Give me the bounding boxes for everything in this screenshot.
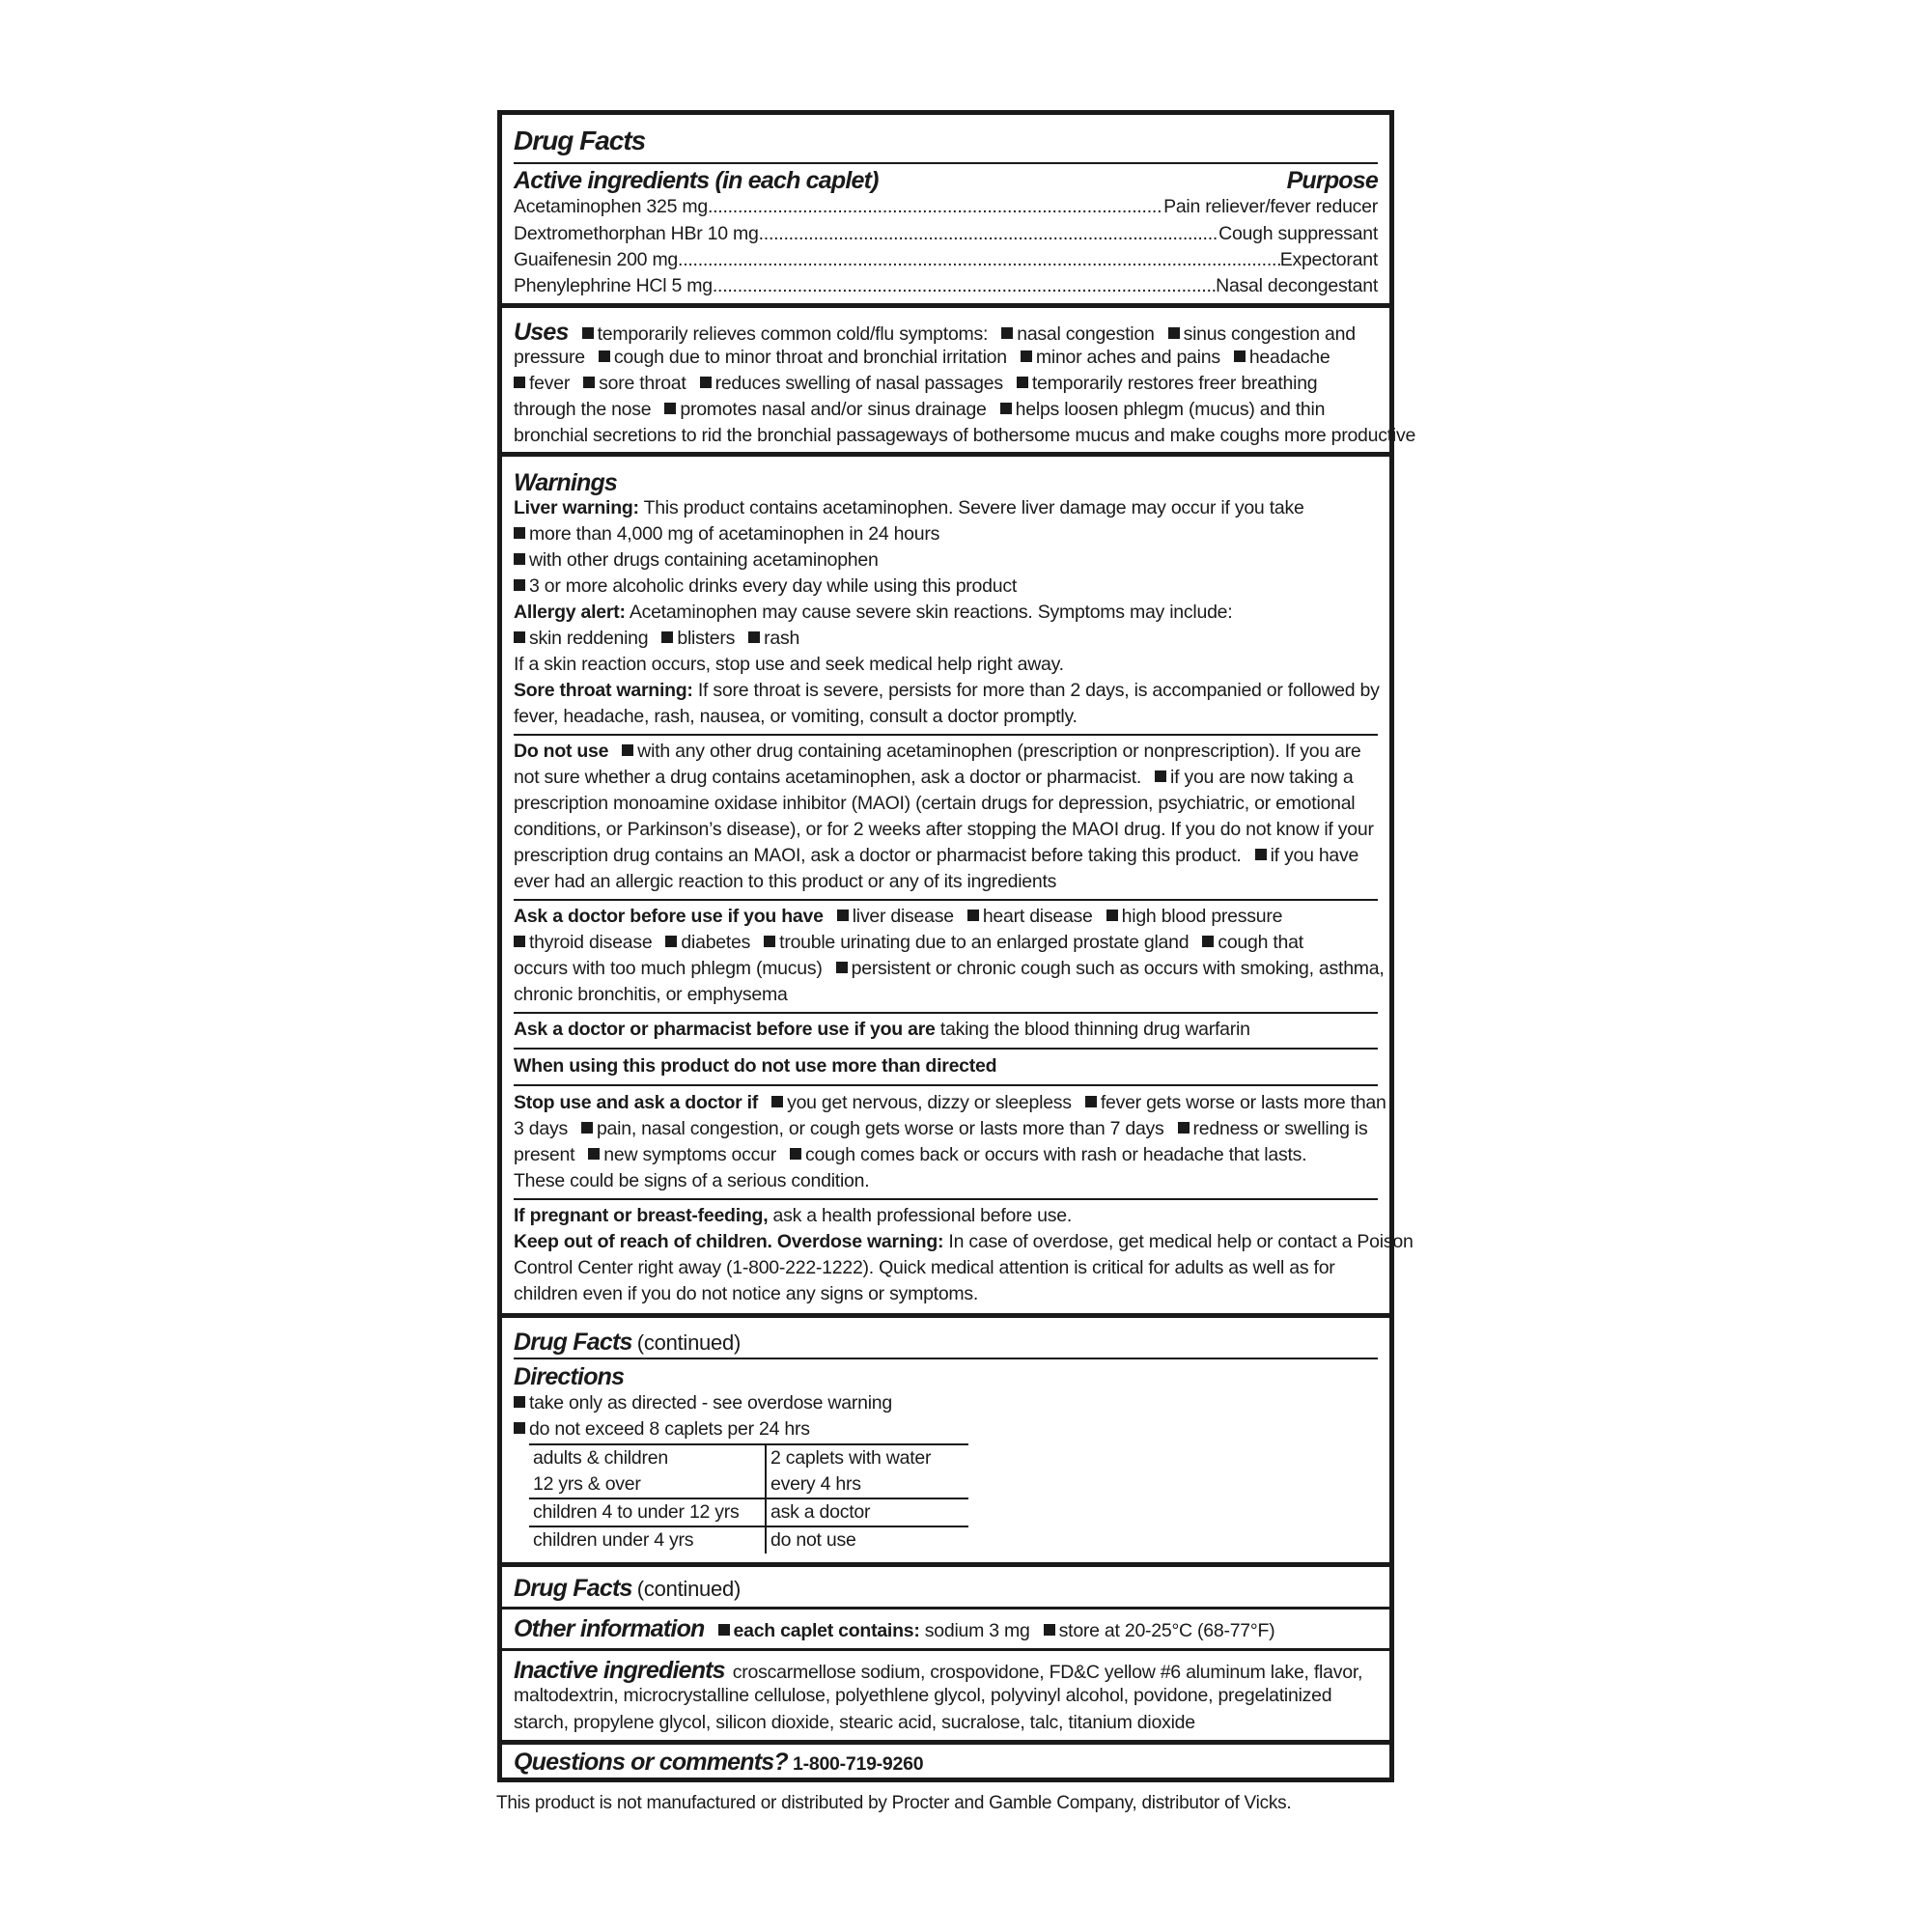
inactive-ingredients-text: croscarmellose sodium, crospovidone, FD&C yellow #6 aluminum lake, flavor, bbox=[732, 1662, 1363, 1683]
ask-doctor-item: high blood pressure bbox=[1121, 906, 1283, 927]
questions-phone: 1-800-719-9260 bbox=[793, 1753, 924, 1775]
liver-warning-label: Liver warning: bbox=[514, 497, 639, 518]
stop-use-line-2 bbox=[514, 1116, 1378, 1142]
ingredient-purpose: Nasal decongestant bbox=[1216, 275, 1378, 296]
inactive-line-2: maltodextrin, microcrystalline cellulose, polyethlene glycol, polyvinyl alcohol, povidone, pregelatinized bbox=[514, 1685, 1332, 1706]
bullet-icon bbox=[514, 1396, 525, 1408]
table-row bbox=[529, 1526, 968, 1554]
bullet-icon bbox=[1168, 327, 1180, 339]
inactive-line-1 bbox=[514, 1656, 1378, 1685]
ask-doctor-label: Ask a doctor before use if you have bbox=[514, 906, 824, 927]
table-cell bbox=[766, 1498, 968, 1526]
bullet-icon bbox=[1178, 1122, 1190, 1134]
stop-use-line-1 bbox=[514, 1090, 1386, 1116]
store-text: store at 20-25°C (68-77°F) bbox=[1058, 1620, 1275, 1641]
liver-item bbox=[514, 521, 1378, 547]
each-caplet-text: sodium 3 mg bbox=[924, 1620, 1030, 1641]
uses-item: through the nose bbox=[514, 399, 652, 420]
uses-item: bronchial secretions to rid the bronchial passageways of bothersome mucus and make coughs more productive bbox=[514, 425, 1416, 446]
allergy-after: If a skin reaction occurs, stop use and seek medical help right away. bbox=[514, 654, 1064, 675]
pregnant-line bbox=[514, 1203, 1378, 1229]
directions-heading: Directions bbox=[514, 1363, 625, 1390]
divider bbox=[514, 1198, 1378, 1200]
allergy-item: skin reddening bbox=[529, 628, 649, 649]
bullet-icon bbox=[1106, 910, 1118, 921]
uses-line-5 bbox=[514, 423, 1416, 449]
bullet-icon bbox=[664, 403, 676, 414]
keep-out-label: Keep out of reach of children. Overdose warning: bbox=[514, 1231, 944, 1252]
bullet-icon bbox=[661, 631, 673, 643]
directions-item bbox=[514, 1416, 1378, 1442]
uses-item: headache bbox=[1248, 347, 1330, 368]
ingredient-name: Acetaminophen 325 mg bbox=[514, 196, 708, 217]
bullet-icon bbox=[1155, 770, 1166, 782]
table-cell-text: adults & children bbox=[533, 1447, 668, 1469]
other-information-heading: Other information bbox=[514, 1615, 705, 1642]
divider bbox=[514, 1048, 1378, 1050]
drug-facts-continued bbox=[514, 1328, 1378, 1357]
table-cell-text: 2 caplets with water bbox=[770, 1447, 932, 1469]
ask-doctor-item: heart disease bbox=[982, 906, 1093, 927]
bullet-icon bbox=[1085, 1096, 1097, 1107]
table-cell bbox=[529, 1498, 766, 1526]
uses-item: temporarily restores freer breathing bbox=[1031, 373, 1318, 394]
allergy-items bbox=[514, 626, 1378, 652]
allergy-item: rash bbox=[764, 628, 800, 649]
section-divider bbox=[502, 1562, 1389, 1567]
bullet-icon bbox=[514, 936, 525, 947]
bullet-icon bbox=[514, 377, 525, 388]
table-cell-text: every 4 hrs bbox=[770, 1473, 861, 1495]
uses-line-4 bbox=[514, 397, 1378, 423]
stop-use-label: Stop use and ask a doctor if bbox=[514, 1092, 759, 1113]
stop-use-item: 3 days bbox=[514, 1118, 568, 1139]
keep-out-line-3: children even if you do not notice any signs or symptoms. bbox=[514, 1283, 979, 1304]
continued-label: (continued) bbox=[636, 1330, 742, 1355]
drug-facts-continued-title: Drug Facts bbox=[514, 1329, 632, 1356]
when-using-line bbox=[514, 1053, 1378, 1079]
do-not-use-line-6: ever had an allergic reaction to this product or any of its ingredients bbox=[514, 871, 1057, 892]
leader-dots bbox=[678, 247, 1280, 273]
bullet-icon bbox=[581, 1122, 593, 1134]
do-not-use-line-5 bbox=[514, 843, 1378, 869]
liver-warning-text: This product contains acetaminophen. Severe liver damage may occur if you take bbox=[643, 497, 1304, 518]
stop-use-item: present bbox=[514, 1144, 575, 1165]
leader-dots bbox=[759, 221, 1219, 247]
uses-item: fever bbox=[529, 373, 571, 394]
bullet-icon bbox=[583, 377, 595, 388]
section-divider bbox=[502, 1313, 1389, 1318]
stop-use-item: you get nervous, dizzy or sleepless bbox=[787, 1092, 1072, 1113]
bullet-icon bbox=[790, 1148, 801, 1160]
drug-facts-panel bbox=[497, 110, 1416, 1782]
ingredient-row bbox=[514, 194, 1378, 220]
inactive-ingredients-heading: Inactive ingredients bbox=[514, 1657, 725, 1684]
allergy-alert-label: Allergy alert: bbox=[514, 602, 626, 623]
bullet-icon bbox=[771, 1096, 783, 1107]
drug-facts-title: Drug Facts bbox=[514, 126, 646, 155]
keep-out-text: In case of overdose, get medical help or contact a Poison bbox=[948, 1231, 1414, 1252]
stop-use-item: pain, nasal congestion, or cough gets worse or lasts more than 7 days bbox=[596, 1118, 1164, 1139]
questions-line bbox=[514, 1748, 1378, 1777]
bullet-icon bbox=[599, 350, 610, 362]
bullet-icon bbox=[836, 962, 848, 973]
sore-throat-label: Sore throat warning: bbox=[514, 680, 693, 701]
footer-disclaimer: This product is not manufactured or distributed by Procter and Gamble Company, distributor of Vicks. bbox=[496, 1793, 1292, 1813]
ask-pharmacist-text: taking the blood thinning drug warfarin bbox=[939, 1019, 1250, 1040]
ingredient-purpose: Cough suppressant bbox=[1218, 223, 1378, 244]
bullet-icon bbox=[1202, 936, 1214, 947]
warnings-heading: Warnings bbox=[514, 469, 618, 496]
ask-pharmacist-label: Ask a doctor or pharmacist before use if you are bbox=[514, 1019, 936, 1040]
do-not-use-line-3: prescription monoamine oxidase inhibitor (MAOI) (certain drugs for depression, psychiatric, or emotional bbox=[514, 793, 1356, 814]
directions-heading-line bbox=[514, 1362, 1378, 1391]
ask-doctor-item: diabetes bbox=[681, 932, 751, 953]
bullet-icon bbox=[514, 1422, 525, 1434]
bullet-icon bbox=[588, 1148, 600, 1160]
liver-warning bbox=[514, 495, 1378, 521]
liver-item-text: with other drugs containing acetaminophen bbox=[529, 549, 879, 571]
divider bbox=[514, 1358, 1378, 1359]
ingredient-name: Guaifenesin 200 mg bbox=[514, 249, 679, 270]
ingredient-row bbox=[514, 247, 1378, 273]
ask-doctor-line-1 bbox=[514, 904, 1378, 930]
bullet-icon bbox=[837, 910, 849, 921]
ask-doctor-line-4: chronic bronchitis, or emphysema bbox=[514, 984, 788, 1005]
do-not-use-line-1 bbox=[514, 739, 1378, 765]
ask-doctor-line-2 bbox=[514, 930, 1378, 956]
bullet-icon bbox=[1044, 1624, 1055, 1636]
table-cell bbox=[529, 1526, 766, 1554]
directions-item-text: take only as directed - see overdose warning bbox=[529, 1392, 892, 1414]
bullet-icon bbox=[514, 579, 525, 591]
uses-item: temporarily relieves common cold/flu symptoms: bbox=[597, 323, 989, 345]
do-not-use-line-2 bbox=[514, 765, 1378, 791]
other-information-line bbox=[514, 1614, 1378, 1643]
do-not-use-text: if you have bbox=[1270, 845, 1359, 866]
divider bbox=[514, 1012, 1378, 1014]
directions-table bbox=[529, 1443, 968, 1554]
bullet-icon bbox=[1234, 350, 1246, 362]
ask-pharmacist-line bbox=[514, 1017, 1378, 1043]
uses-item: cough due to minor throat and bronchial irritation bbox=[613, 347, 1007, 368]
keep-out-line-1 bbox=[514, 1229, 1414, 1255]
sore-throat-text-2: fever, headache, rash, nausea, or vomiting, consult a doctor promptly. bbox=[514, 706, 1078, 727]
table-cell bbox=[766, 1444, 968, 1498]
table-cell-text: 12 yrs & over bbox=[533, 1473, 641, 1495]
ask-doctor-item: cough that bbox=[1218, 932, 1303, 953]
uses-item: reduces swelling of nasal passages bbox=[714, 373, 1003, 394]
stop-use-item: redness or swelling is bbox=[1192, 1118, 1368, 1139]
uses-line-1 bbox=[514, 320, 1378, 346]
liver-item bbox=[514, 574, 1378, 600]
bullet-icon bbox=[622, 744, 633, 756]
bullet-icon bbox=[1021, 350, 1032, 362]
ask-doctor-line-3 bbox=[514, 956, 1385, 982]
bullet-icon bbox=[1000, 403, 1012, 414]
divider bbox=[514, 1084, 1378, 1086]
when-using-label: When using this product do not use more than directed bbox=[514, 1055, 997, 1077]
ask-doctor-item: liver disease bbox=[852, 906, 954, 927]
table-cell bbox=[766, 1526, 968, 1554]
keep-out-line-2: Control Center right away (1-800-222-1222). Quick medical attention is critical for adults as well as for bbox=[514, 1257, 1335, 1278]
section-divider bbox=[502, 1740, 1389, 1745]
continued-label: (continued) bbox=[636, 1577, 742, 1601]
allergy-alert-text: Acetaminophen may cause severe skin reactions. Symptoms may include: bbox=[629, 602, 1233, 623]
section-divider bbox=[502, 1648, 1389, 1651]
sore-throat-warning bbox=[514, 678, 1378, 704]
ask-doctor-item: occurs with too much phlegm (mucus) bbox=[514, 958, 823, 979]
bullet-icon bbox=[1017, 377, 1028, 388]
table-cell-text: do not use bbox=[770, 1529, 856, 1551]
leader-dots bbox=[708, 194, 1163, 220]
questions-heading: Questions or comments? bbox=[514, 1749, 788, 1776]
purpose-heading: Purpose bbox=[1286, 167, 1378, 194]
leader-dots bbox=[713, 273, 1216, 299]
stop-use-item: new symptoms occur bbox=[603, 1144, 776, 1165]
bullet-icon bbox=[514, 527, 525, 539]
allergy-item: blisters bbox=[677, 628, 736, 649]
bullet-icon bbox=[514, 553, 525, 565]
divider bbox=[514, 899, 1378, 901]
uses-item: sinus congestion and bbox=[1183, 323, 1356, 345]
stop-use-line-3 bbox=[514, 1142, 1378, 1168]
drug-facts-continued-2 bbox=[514, 1574, 1378, 1603]
ask-doctor-item: persistent or chronic cough such as occurs with smoking, asthma, bbox=[851, 958, 1385, 979]
ingredient-row bbox=[514, 273, 1378, 299]
table-row bbox=[529, 1498, 968, 1526]
liver-item bbox=[514, 547, 1378, 574]
bullet-icon bbox=[967, 910, 979, 921]
ingredient-purpose: Expectorant bbox=[1279, 249, 1378, 270]
uses-item: promotes nasal and/or sinus drainage bbox=[680, 399, 987, 420]
stop-use-item: fever gets worse or lasts more than bbox=[1100, 1092, 1386, 1113]
table-cell-text: ask a doctor bbox=[770, 1501, 871, 1523]
uses-heading: Uses bbox=[514, 319, 569, 346]
drug-facts-continued-title: Drug Facts bbox=[514, 1575, 632, 1602]
each-caplet-label: each caplet contains: bbox=[733, 1620, 920, 1641]
ask-doctor-item: thyroid disease bbox=[529, 932, 653, 953]
divider bbox=[514, 162, 1378, 164]
uses-item: minor aches and pains bbox=[1035, 347, 1220, 368]
active-ingredients-heading: Active ingredients (in each caplet) bbox=[514, 167, 879, 194]
inactive-line-3: starch, propylene glycol, silicon dioxide, stearic acid, sucralose, talc, titanium dioxide bbox=[514, 1712, 1195, 1733]
directions-item bbox=[514, 1390, 1378, 1416]
do-not-use-text: if you are now taking a bbox=[1170, 767, 1354, 788]
stop-use-line-4: These could be signs of a serious condition. bbox=[514, 1170, 870, 1191]
do-not-use-text: not sure whether a drug contains acetaminophen, ask a doctor or pharmacist. bbox=[514, 767, 1142, 788]
do-not-use-text: with any other drug containing acetaminophen (prescription or nonprescription). If you are bbox=[637, 741, 1361, 762]
table-cell bbox=[529, 1444, 766, 1498]
bullet-icon bbox=[1255, 849, 1267, 860]
bullet-icon bbox=[718, 1624, 730, 1636]
table-row bbox=[529, 1444, 968, 1498]
active-ingredients-header bbox=[514, 166, 1378, 195]
table-cell-text: children 4 to under 12 yrs bbox=[533, 1501, 740, 1523]
bullet-icon bbox=[764, 936, 775, 947]
bullet-icon bbox=[748, 631, 760, 643]
bullet-icon bbox=[582, 327, 594, 339]
liver-item-text: more than 4,000 mg of acetaminophen in 24 hours bbox=[529, 523, 940, 545]
pregnant-text: ask a health professional before use. bbox=[772, 1205, 1072, 1226]
liver-item-text: 3 or more alcoholic drinks every day while using this product bbox=[529, 575, 1017, 597]
sore-throat-text: If sore throat is severe, persists for more than 2 days, is accompanied or followed by bbox=[697, 680, 1380, 701]
bullet-icon bbox=[514, 631, 525, 643]
uses-item: nasal congestion bbox=[1017, 323, 1155, 345]
do-not-use-label: Do not use bbox=[514, 741, 609, 762]
uses-item: sore throat bbox=[599, 373, 686, 394]
table-cell-text: children under 4 yrs bbox=[533, 1529, 694, 1551]
uses-line-2 bbox=[514, 345, 1378, 371]
bullet-icon bbox=[1001, 327, 1013, 339]
do-not-use-line-4: conditions, or Parkinson’s disease), or for 2 weeks after stopping the MAOI drug. If you do not know if your bbox=[514, 819, 1374, 840]
warnings-heading-line bbox=[514, 468, 1378, 497]
do-not-use-text: prescription drug contains an MAOI, ask a doctor or pharmacist before taking this product. bbox=[514, 845, 1242, 866]
ingredient-name: Phenylephrine HCl 5 mg bbox=[514, 275, 713, 296]
section-divider bbox=[502, 1607, 1389, 1610]
divider bbox=[514, 734, 1378, 736]
bullet-icon bbox=[700, 377, 712, 388]
uses-line-3 bbox=[514, 371, 1378, 397]
ingredient-name: Dextromethorphan HBr 10 mg bbox=[514, 223, 759, 244]
uses-item: pressure bbox=[514, 347, 585, 368]
directions-item-text: do not exceed 8 caplets per 24 hrs bbox=[529, 1418, 810, 1440]
bullet-icon bbox=[665, 936, 677, 947]
ask-doctor-item: trouble urinating due to an enlarged prostate gland bbox=[779, 932, 1190, 953]
pregnant-label: If pregnant or breast-feeding, bbox=[514, 1205, 769, 1226]
ingredient-purpose: Pain reliever/fever reducer bbox=[1163, 196, 1378, 217]
uses-item: helps loosen phlegm (mucus) and thin bbox=[1015, 399, 1326, 420]
section-divider bbox=[502, 452, 1389, 457]
ingredient-row bbox=[514, 221, 1378, 247]
section-divider bbox=[502, 303, 1389, 308]
allergy-alert bbox=[514, 600, 1378, 626]
stop-use-item: cough comes back or occurs with rash or headache that lasts. bbox=[804, 1144, 1307, 1165]
